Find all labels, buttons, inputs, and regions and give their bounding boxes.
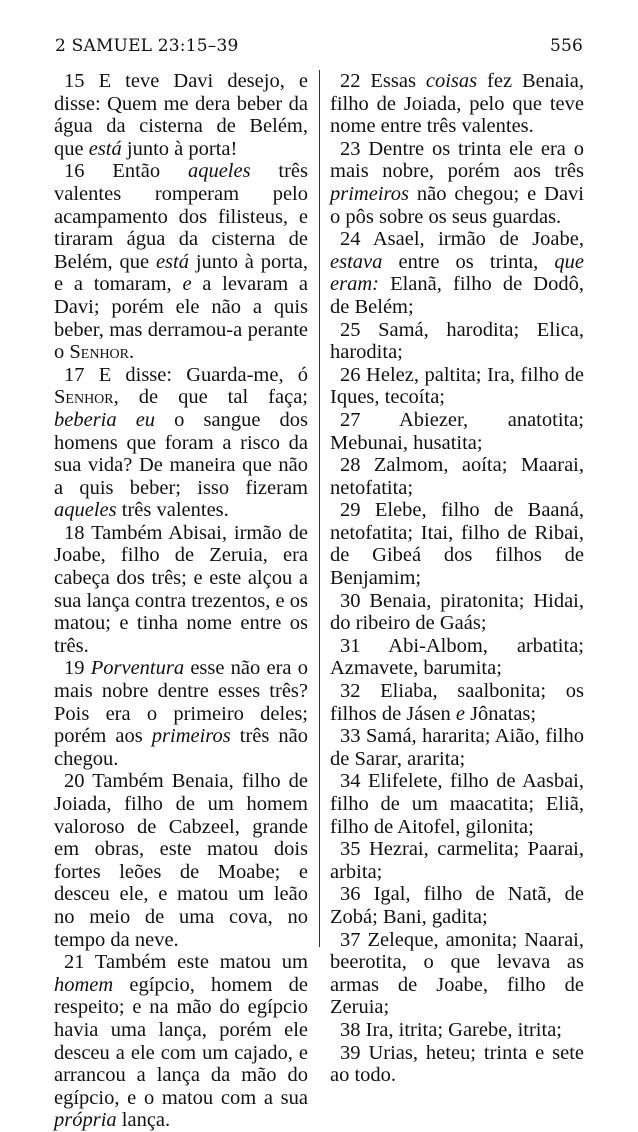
verse-text: Porventura	[90, 657, 185, 680]
verse-number: 37	[340, 928, 361, 951]
verse-number: 18	[64, 521, 85, 544]
verse-text: Eliaba, saalbonita; os filhos de Jásen	[330, 680, 584, 725]
verse-39	[330, 1042, 584, 1087]
verse-19	[54, 657, 308, 770]
verse-number: 30	[340, 589, 361, 612]
verse-number: 17	[64, 363, 85, 386]
verse-number: 32	[340, 680, 361, 703]
verse-18	[54, 522, 308, 658]
verse-text: beberia eu	[54, 408, 156, 431]
verse-23	[330, 138, 584, 228]
verse-number: 26	[340, 363, 361, 386]
running-head: 2 SAMUEL 23:15–39	[55, 36, 239, 56]
verse-24	[330, 228, 584, 318]
verse-text: Senhor	[54, 386, 114, 409]
verse-text: Hezrai, carmelita; Paarai, arbita;	[330, 838, 584, 883]
verse-text: e	[455, 702, 465, 725]
verse-text: o sangue dos homens que foram a risco da sua vida? De maneira que não a quis beber; isso fizeram	[54, 408, 308, 499]
verse-text: fez Benaia, filho de Joiada, pelo que teve nome entre três valentes.	[330, 70, 584, 138]
verse-text: três valentes romperam pelo acampamento dos filisteus, e tiraram água da cisterna de Belém, que	[54, 160, 308, 273]
verse-text: Elifelete, filho de Aasbai, filho de um maacatita; Eliã, filho de Aitofel, gilonita;	[330, 770, 585, 838]
verse-number: 23	[340, 137, 361, 160]
verse-text: entre os trinta,	[382, 250, 555, 273]
verse-text: Abiezer, anatotita; Mebunai, husatita;	[330, 408, 585, 454]
verse-number: 33	[340, 725, 361, 748]
verse-text: primeiros	[151, 725, 231, 748]
verse-text: Ira, itrita; Garebe, itrita;	[365, 1018, 562, 1041]
verse-text: Benaia, piratonita; Hidai, do ribeiro de Gaás;	[330, 589, 584, 635]
verse-28	[330, 454, 584, 499]
verse-text: aqueles	[54, 499, 117, 522]
verse-30	[330, 590, 584, 635]
verse-text: Jônatas;	[464, 702, 537, 725]
verse-20	[54, 770, 308, 951]
verse-text: Então	[112, 160, 188, 183]
verse-text: Senhor	[69, 341, 129, 364]
verse-text: .	[129, 341, 135, 364]
verse-text: coisas	[425, 70, 478, 92]
page-header	[55, 36, 583, 58]
verse-text: Abi-Albom, arbatita; Azmavete, barumita;	[330, 634, 584, 680]
verse-text: própria	[54, 1109, 117, 1132]
verse-text: E teve Davi desejo, e disse: Quem me dera beber da água da cisterna de Belém, que	[54, 70, 308, 160]
verse-text: Samá, hararita; Aião, filho de Sarar, ararita;	[330, 725, 584, 770]
verse-26	[330, 364, 584, 409]
verse-number: 20	[64, 770, 85, 793]
verse-text: lança.	[116, 1109, 171, 1132]
verse-text: Zalmom, aoíta; Maarai, netofatita;	[330, 454, 584, 499]
verse-17	[54, 364, 308, 522]
verse-text: Zeleque, amonita; Naarai, beerotita, o que levava as armas de Joabe, filho de Zeruia;	[330, 928, 585, 1019]
verse-text: Essas	[370, 70, 426, 92]
verse-number: 16	[64, 160, 85, 183]
verse-32	[330, 680, 584, 725]
verse-15	[54, 70, 308, 160]
verse-text: junto à porta, e a tomaram,	[54, 250, 308, 296]
verse-text: Elanã, filho de Dodô, de Belém;	[330, 273, 584, 318]
verse-text: Também Benaia, filho de Joiada, filho de um homem valoroso de Cabzeel, grande em obras, este matou dois fortes leões de Moabe; e desceu ele, e matou um leão no meio de uma cova, no tempo da neve.	[54, 770, 308, 951]
verse-number: 21	[64, 951, 85, 974]
verse-33	[330, 725, 584, 770]
verse-22	[330, 70, 584, 138]
verse-number: 36	[340, 883, 361, 906]
verse-31	[330, 635, 584, 680]
verse-text: está	[88, 137, 122, 160]
verse-text: e	[182, 273, 192, 296]
verse-text: Asael, irmão de Joabe,	[372, 228, 584, 251]
verse-text: Também Abisai, irmão de Joabe, filho de Zeruia, era cabeça dos três; e este alçou a sua lança contra trezentos, e os matou; e tinha nome entre os três.	[54, 521, 308, 657]
verse-text: Dentre os trinta ele era o mais nobre, porém aos três	[330, 137, 584, 183]
verse-37	[330, 929, 584, 1019]
verse-number: 39	[340, 1041, 361, 1064]
verse-text: três valentes.	[116, 499, 229, 522]
verse-text: Elebe, filho de Baaná, netofatita; Itai, filho de Ribai, de Gibeá dos filhos de Benjamim;	[330, 499, 585, 590]
verse-number: 15	[64, 70, 85, 92]
verse-number: 31	[340, 634, 361, 657]
verse-text: estava	[330, 250, 383, 273]
verse-text: , de que tal faça;	[113, 386, 308, 409]
verse-number: 34	[340, 770, 361, 793]
left-column	[54, 70, 308, 1132]
verse-number: 19	[64, 657, 85, 680]
verse-34	[330, 770, 584, 838]
verse-text: está	[155, 250, 189, 273]
verse-text: Urias, heteu; trinta e sete ao todo.	[330, 1041, 584, 1087]
verse-number: 24	[340, 228, 361, 251]
verse-number: 35	[340, 838, 361, 861]
right-column	[330, 70, 584, 1087]
verse-36	[330, 883, 584, 928]
verse-21	[54, 951, 308, 1132]
verse-text: Helez, paltita; Ira, filho de Iques, tecoíta;	[330, 363, 585, 409]
verse-text: esse não era o mais nobre dentre esses três? Pois era o primeiro deles; porém aos	[54, 657, 308, 748]
verse-number: 25	[340, 318, 361, 341]
verse-text: E disse: Guarda-me, ó	[98, 363, 309, 386]
verse-text: Igal, filho de Natã, de Zobá; Bani, gadita;	[330, 883, 585, 928]
verse-text: Também este matou um	[94, 951, 308, 974]
page-number: 556	[549, 36, 583, 56]
verse-text: a levaram a Davi; porém ele não a quis beber, mas derramou-a perante o	[54, 273, 309, 364]
verse-text: egípcio, homem de respeito; e na mão do egípcio havia uma lança, porém ele desceu a ele com um cajado, e arrancou a lança da mão do egípcio, e o matou com a sua	[54, 973, 308, 1109]
verse-27	[330, 409, 584, 454]
verse-text: primeiros	[330, 182, 409, 205]
verse-text: Samá, harodita; Elica, harodita;	[330, 318, 584, 364]
verse-38	[330, 1019, 584, 1042]
verse-text: junto à porta!	[121, 137, 238, 160]
verse-number: 22	[340, 70, 361, 92]
verse-number: 27	[340, 408, 361, 431]
verse-text: que eram:	[330, 250, 584, 296]
verse-25	[330, 319, 584, 364]
verse-35	[330, 838, 584, 883]
verse-number: 29	[340, 499, 361, 522]
verse-text: três não chegou.	[54, 725, 308, 770]
verse-number: 28	[340, 454, 361, 477]
verse-text: não chegou; e Davi o pôs sobre os seus guardas.	[330, 182, 584, 228]
verse-text: homem	[54, 973, 114, 996]
verse-29	[330, 499, 584, 589]
verse-16	[54, 160, 308, 363]
verse-number: 38	[340, 1018, 361, 1041]
column-divider	[319, 70, 320, 947]
verse-text: aqueles	[187, 160, 251, 183]
